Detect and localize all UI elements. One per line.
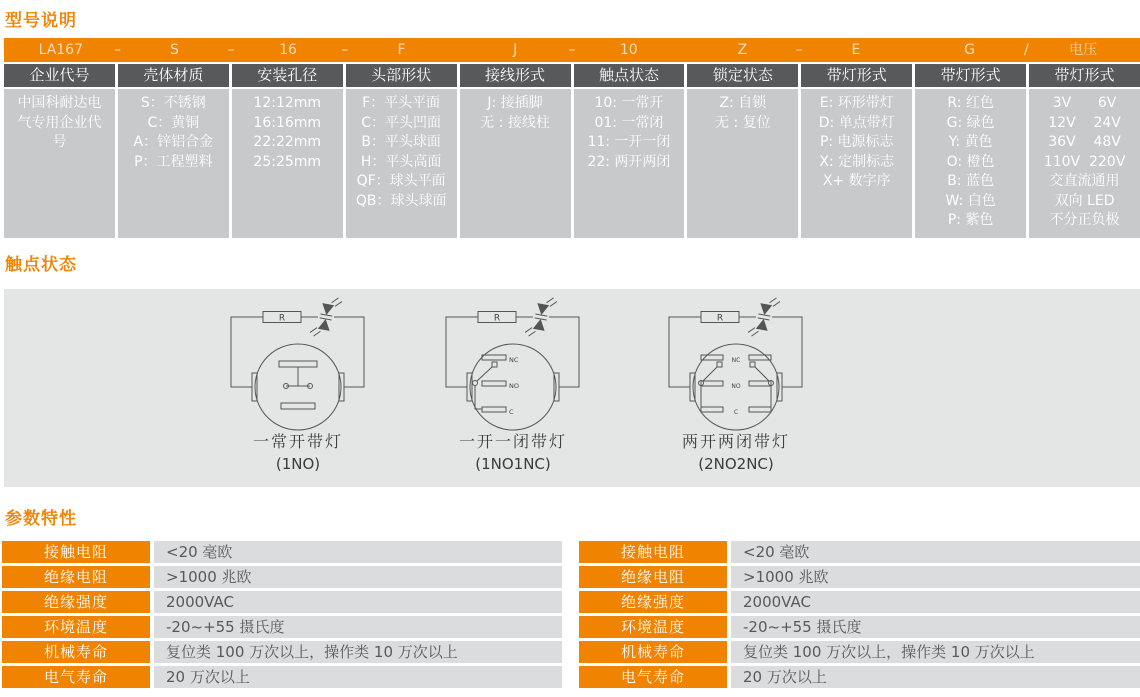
spec-label: 电气寿命 [579,666,727,688]
model-value-line: P：工程塑料 [134,153,213,170]
c-contact-bar-left [701,407,723,412]
nc-label: NC [509,356,519,364]
resistor-label: R [716,313,724,324]
model-code-cell-9 [1026,38,1140,62]
model-value-line: 无 : 复位 [715,114,771,131]
model-value-line: F：平头平面 [362,95,441,111]
spec-value: <20 毫欧 [154,541,562,563]
spec-row [579,666,1140,688]
contact-bar-bottom [281,403,315,409]
spec-label: 绝缘电阻 [579,566,727,588]
model-value-line: 12:12mm [253,95,322,111]
diagram-1no [183,289,413,473]
model-column-header-3: 头部形状 [346,64,457,87]
spec-label: 绝缘强度 [579,591,727,613]
model-value-line: 12V 24V [1048,114,1121,131]
model-value-line: 22: 两开两闭 [587,153,671,170]
diagram-caption: 两开两闭带灯 [681,432,790,451]
model-code-value: J [513,42,518,58]
model-value-line: O: 橙色 [946,153,995,170]
model-column-values-2 [232,89,343,238]
spec-row [579,616,1140,638]
spec-value: 20 万次以上 [731,666,1140,688]
model-value-line: Z: 自锁 [719,95,767,111]
model-column-values-0 [4,89,115,238]
model-code-separator: – [227,42,235,58]
spec-row [2,616,562,638]
model-code-separator: / [1023,42,1029,58]
model-body-row [4,89,1140,238]
spec-label: 机械寿命 [579,641,727,663]
model-value-line: C：平头凹面 [361,114,442,131]
spec-table [2,541,562,691]
contact-section-title: 触点状态 [5,255,77,275]
model-code-cell-2 [231,38,349,62]
model-code-value: G [964,42,975,58]
spec-label: 环境温度 [579,616,727,638]
c-label: C [509,408,514,416]
model-column-values-1 [118,89,229,238]
model-column-header-8: 带灯形式 [915,64,1026,87]
spec-label: 机械寿命 [2,641,150,663]
model-value-line: QF：球头平面 [356,173,446,189]
diagram-code: (1NO1NC) [475,455,551,473]
model-value-line: S：不锈钢 [140,95,206,111]
model-column-values-8 [915,89,1026,238]
circuit-diagram-1no-icon [183,289,413,435]
circuit-diagram-2no2nc-icon [621,289,851,435]
spec-value: <20 毫欧 [731,541,1140,563]
model-column-values-6 [687,89,798,238]
model-code-cell-4 [458,38,576,62]
model-value-line: 3V 6V [1052,95,1117,111]
model-code-cell-0 [4,38,122,62]
spec-value: 复位类 100 万次以上，操作类 10 万次以上 [154,641,562,663]
c-contact-bar-right [749,407,771,412]
spec-value: 2000VAC [154,591,562,613]
spec-row [2,666,562,688]
diagram-code: (1NO) [275,455,321,473]
button-rear-view-circle [255,344,341,430]
spec-label: 环境温度 [2,616,150,638]
model-value-line: 110V 220V [1043,153,1126,170]
switch-pivot [473,381,478,386]
model-code-cell-1 [118,38,235,62]
model-code-value: 16 [279,42,297,58]
model-code-cell-8 [913,38,1027,62]
model-value-line: 11: 一开一闭 [587,134,671,150]
model-value-line: B: 蓝色 [947,173,995,189]
spec-row [2,566,562,588]
diagram-1no1nc [398,289,628,473]
circuit-diagram-1no1nc-icon [398,289,628,435]
spec-row [2,541,562,563]
model-code-value: 电压 [1069,42,1098,58]
spec-label: 电气寿命 [2,666,150,688]
spec-row [579,591,1140,613]
contact-bar-top [279,361,317,367]
model-code-separator: – [795,42,803,58]
model-code-value: F [397,42,406,58]
model-code-separator: – [114,42,122,58]
model-code-cell-6 [686,38,803,62]
spec-tables-area [2,541,1140,691]
model-column-values-3 [346,89,457,238]
model-value-line: D: 单点带灯 [818,114,895,131]
model-value-line: W: 白色 [945,192,996,209]
model-code-cell-3 [345,38,459,62]
resistor-label: R [278,313,286,324]
model-code-value: Z [737,42,748,58]
model-value-line: 不分正负极 [1049,212,1120,228]
spec-label: 接触电阻 [579,541,727,563]
model-column-values-5 [574,89,685,238]
model-value-line: 25:25mm [253,153,322,170]
model-value-line: 气专用企业代 [17,114,102,131]
model-code-value: LA167 [38,42,83,58]
model-value-line: E: 环形带灯 [819,95,894,111]
spec-value: 20 万次以上 [154,666,562,688]
no-label: NO [731,383,741,390]
model-value-line: C：黄铜 [147,114,200,131]
spec-row [2,591,562,613]
spec-value: 2000VAC [731,591,1140,613]
model-code-value: S [169,42,179,58]
model-section-title: 型号说明 [5,11,77,31]
model-column-values-4 [460,89,571,238]
model-value-line: 22:22mm [253,134,322,150]
switch-contact-square-right [750,362,755,367]
switch-contact-square-left [717,362,722,367]
spec-row [579,566,1140,588]
nc-contact-bar [482,355,506,360]
model-column-header-6: 锁定状态 [687,64,798,87]
no-contact-bar [482,381,506,386]
model-value-line: QB：球头球面 [355,192,447,209]
model-value-line: 双向 LED [1054,192,1115,209]
model-value-line: J: 接插脚 [487,95,543,111]
model-value-line: 10: 一常开 [594,95,664,111]
model-value-line: P: 紫色 [947,212,994,228]
model-code-value: E [851,42,861,58]
model-value-line: G: 绿色 [946,114,995,131]
model-value-line: 无 : 接线柱 [480,114,550,131]
model-column-header-0: 企业代号 [4,64,115,87]
diagram-2no2nc [621,289,851,473]
params-section-title: 参数特性 [5,509,77,529]
model-code-separator: – [341,42,349,58]
model-value-line: 16:16mm [253,114,322,131]
c-contact-bar [482,407,506,412]
diagram-code: (2NO2NC) [698,455,774,473]
model-value-line: 36V 48V [1048,134,1121,150]
spec-label: 接触电阻 [2,541,150,563]
model-value-line: R: 红色 [947,95,994,111]
model-value-line: 01: 一常闭 [594,114,664,131]
spec-value: -20~+55 摄氏度 [154,616,562,638]
model-value-line: Y: 黄色 [948,134,993,150]
no-contact-bar-right [749,381,771,386]
model-value-line: 号 [52,134,67,150]
model-spec-table [4,38,1140,238]
model-value-line: H：平头高面 [360,153,442,170]
model-column-header-7: 带灯形式 [801,64,912,87]
model-code-value: 10 [619,42,638,58]
spec-value: -20~+55 摄氏度 [731,616,1140,638]
no-contact-bar-left [701,381,723,386]
model-value-line: B：平头球面 [361,134,441,150]
model-code-cell-7 [799,38,913,62]
no-label: NO [509,382,519,390]
diagram-caption: 一开一闭带灯 [458,432,567,451]
model-column-header-9: 带灯形式 [1029,64,1140,87]
model-code-row [4,38,1140,62]
switch-contact-square [492,362,497,367]
spec-value: >1000 兆欧 [731,566,1140,588]
model-column-header-2: 安装孔径 [232,64,343,87]
spec-value: 复位类 100 万次以上，操作类 10 万次以上 [731,641,1140,663]
spec-table [579,541,1140,691]
spec-label: 绝缘电阻 [2,566,150,588]
spec-row [2,641,562,663]
model-column-header-4: 接线形式 [460,64,571,87]
model-code-cell-5 [572,38,686,62]
nc-label: NC [731,357,741,364]
resistor-label: R [493,313,501,324]
diagram-caption: 一常开带灯 [252,432,343,451]
spec-row [579,641,1140,663]
model-value-line: 交直流通用 [1049,173,1120,189]
contact-diagrams-panel [4,289,1140,487]
model-value-line: X: 定制标志 [819,153,895,170]
model-code-separator: – [568,42,576,58]
model-header-row [4,64,1140,87]
model-value-line: 中国科耐达电 [17,95,102,111]
model-column-header-5: 触点状态 [574,64,685,87]
model-column-values-7 [801,89,912,238]
spec-label: 绝缘强度 [2,591,150,613]
model-value-line: X+ 数字序 [822,173,891,189]
c-label: C [733,409,739,416]
model-value-line: P: 电源标志 [819,134,894,150]
model-column-values-9 [1029,89,1140,238]
spec-row [579,541,1140,563]
model-column-header-1: 壳体材质 [118,64,229,87]
spec-value: >1000 兆欧 [154,566,562,588]
model-value-line: A：锌铝合金 [133,134,214,150]
